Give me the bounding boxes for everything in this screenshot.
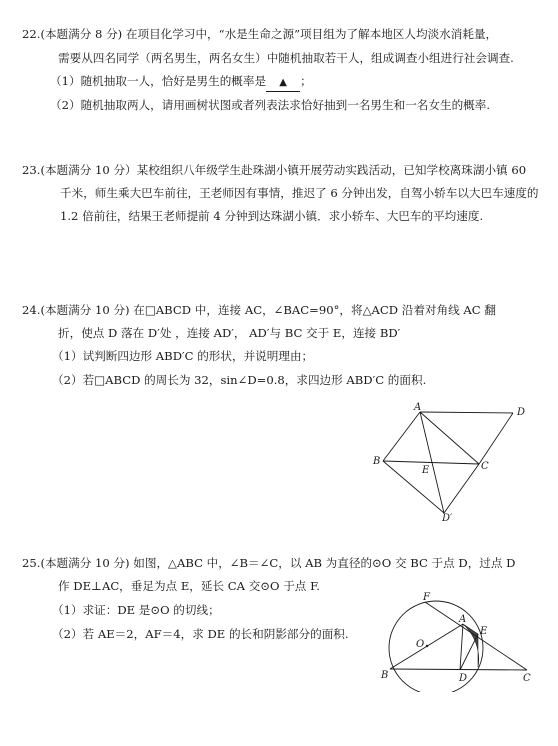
segment-AD bbox=[460, 624, 463, 670]
label-E: E bbox=[422, 465, 430, 476]
label-A: A bbox=[414, 402, 422, 413]
segment-DE bbox=[460, 634, 478, 670]
q24-part1: （1）试判断四边形 ABD′C 的形状，并说明理由； bbox=[52, 349, 314, 363]
q23-line1: 23.(本题满分 10 分）某校组织八年级学生赴珠湖小镇开展劳动实践活动，已知学校离珠湖小镇 60 bbox=[22, 163, 527, 177]
segment-CDp bbox=[444, 464, 479, 513]
segment-AC bbox=[420, 412, 479, 464]
label-F: F bbox=[423, 592, 430, 603]
center-O-dot bbox=[426, 645, 428, 647]
label-B: B bbox=[381, 670, 389, 681]
label-C: C bbox=[523, 673, 531, 684]
q25-figure bbox=[375, 592, 545, 692]
label-O: O bbox=[416, 639, 425, 650]
label-D: D bbox=[459, 673, 468, 684]
q25-line1: 25.(本题满分 10 分) 如图，△ABC 中，∠B＝∠C，以 AB 为直径的⊙O 交 BC 于点 D，过点 D bbox=[22, 556, 516, 570]
segment-CD bbox=[479, 413, 513, 464]
q22-header: 22.(本题满分 8 分) 在项目化学习中，“水是生命之源”项目组为了解本地区人均淡水消耗量， bbox=[22, 27, 498, 41]
q22-part2: （2）随机抽取两人，请用画树状图或者列表法求恰好抽到一名男生和一名女生的概率. bbox=[50, 98, 491, 112]
q25-line2: 作 DE⊥AC，垂足为点 E，延长 CA 交⊙O 于点 F. bbox=[58, 579, 320, 593]
q24-part2: （2）若□ABCD 的周长为 32，sin∠D=0.8，求四边形 ABD′C 的面积. bbox=[52, 373, 427, 387]
q24-figure bbox=[370, 400, 540, 525]
q24-line2: 折，使点 D 落在 D′处 ，连接 AD′， AD′与 BC 交于 E，连接 BD′ bbox=[58, 326, 401, 340]
segment-BC bbox=[390, 669, 527, 670]
label-D: D bbox=[517, 407, 526, 418]
shaded-region bbox=[463, 624, 479, 667]
segment-AB bbox=[383, 412, 420, 461]
answer-blank bbox=[266, 73, 300, 92]
segment-AD bbox=[420, 412, 513, 413]
label-E: E bbox=[480, 626, 488, 637]
q22-part1-prefix: （1）随机抽取一人，恰好是男生的概率是 bbox=[50, 74, 267, 88]
label-A: A bbox=[459, 614, 467, 625]
circle-O bbox=[389, 601, 483, 692]
q22-part1 bbox=[50, 73, 312, 92]
q23-line2: 千米，师生乘大巴车前往，王老师因有事情，推迟了 6 分钟出发，自驾小轿车以大巴车速度的 bbox=[60, 186, 539, 200]
q25-part2: （2）若 AE＝2，AF＝4，求 DE 的长和阴影部分的面积. bbox=[52, 627, 349, 641]
q25-part1: （1）求证：DE 是⊙O 的切线； bbox=[52, 603, 220, 617]
q22-part1-suffix: ； bbox=[300, 74, 312, 88]
segment-FC bbox=[425, 602, 527, 670]
q23-line3: 1.2 倍前往，结果王老师提前 4 分钟到达珠湖小镇．求小轿车、大巴车的平均速度. bbox=[60, 209, 484, 223]
segment-BC bbox=[383, 461, 479, 464]
label-B: B bbox=[373, 456, 381, 467]
label-C: C bbox=[481, 461, 489, 472]
label-Dp: D′ bbox=[442, 513, 453, 524]
segment-BDp bbox=[383, 461, 444, 513]
q24-line1: 24.(本题满分 10 分) 在□ABCD 中，连接 AC，∠BAC=90°，将△ACD 沿着对角线 AC 翻 bbox=[22, 303, 496, 317]
triangle-icon: ▲ bbox=[279, 77, 287, 88]
q22-line2: 需要从四名同学（两名男生，两名女生）中随机抽取若干人，组成调查小组进行社会调查. bbox=[58, 51, 514, 65]
